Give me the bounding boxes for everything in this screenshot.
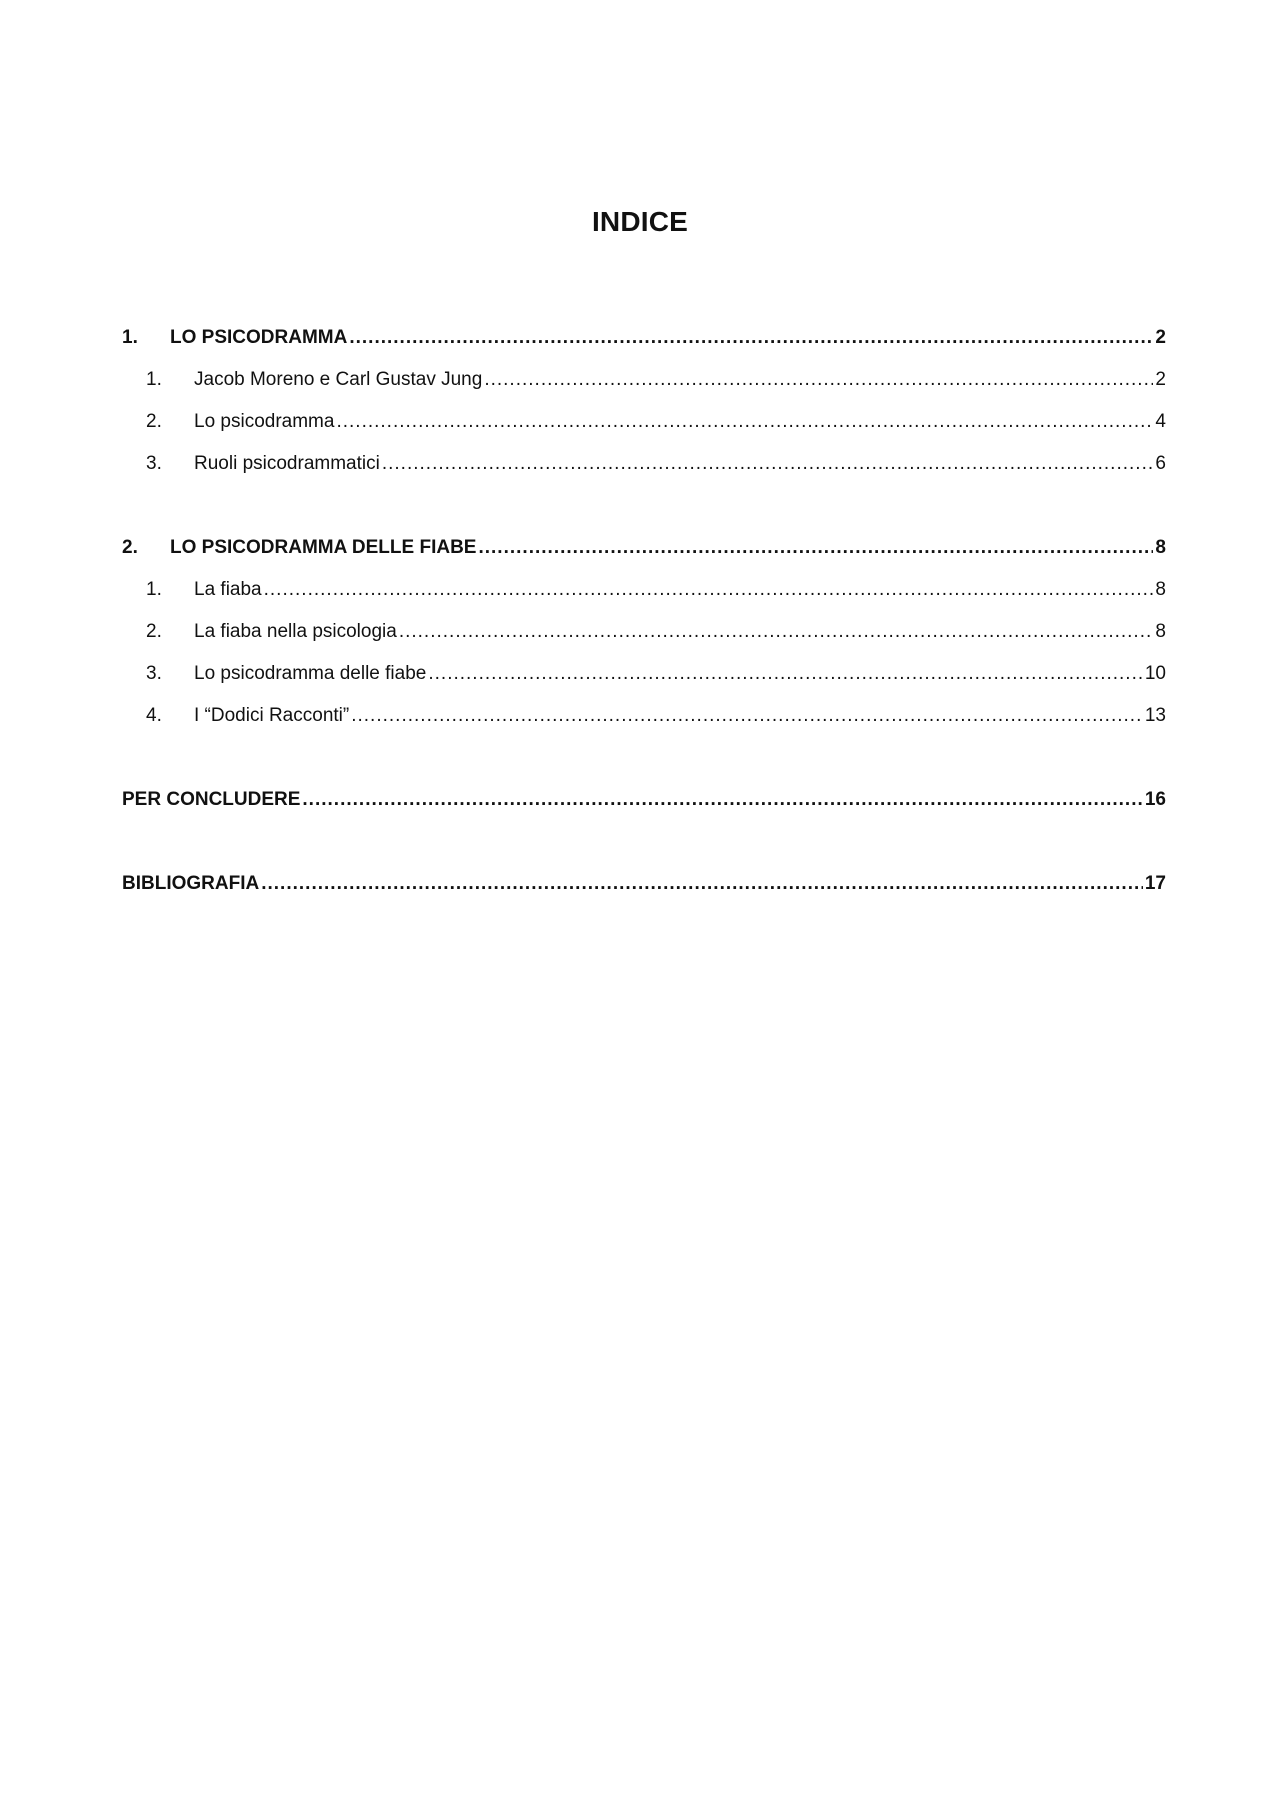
toc-entry-label: PER CONCLUDERE <box>122 789 301 810</box>
toc-entry-page: 10 <box>1144 663 1166 684</box>
toc-entry-label: BIBLIOGRAFIA <box>122 873 260 894</box>
toc-entry-page: 6 <box>1155 453 1166 474</box>
toc-entry-page: 2 <box>1155 369 1166 390</box>
dot-leader <box>399 620 1154 644</box>
toc-entry-number: 1. <box>146 579 162 600</box>
toc-entry-label: LO PSICODRAMMA DELLE FIABE <box>170 537 477 558</box>
toc-entry-section-1-1[interactable] <box>122 364 1166 392</box>
toc-entry-page: 8 <box>1155 621 1166 642</box>
toc-entry-section-1-2[interactable] <box>122 406 1166 434</box>
toc-entry-number: 2. <box>122 537 138 558</box>
toc-entry-page: 4 <box>1155 411 1166 432</box>
toc-entry-label: Lo psicodramma delle fiabe <box>194 663 427 684</box>
toc-entry-section-1-3[interactable] <box>122 448 1166 476</box>
toc-entry-page: 13 <box>1144 705 1166 726</box>
toc-entry-label: La fiaba <box>194 579 262 600</box>
toc-entry-number: 3. <box>146 663 162 684</box>
toc-entry-number: 3. <box>146 453 162 474</box>
toc-entry-number: 2. <box>146 411 162 432</box>
dot-leader <box>478 536 1153 560</box>
dot-leader <box>428 662 1143 686</box>
dot-leader <box>261 872 1143 896</box>
dot-leader <box>349 326 1153 350</box>
toc-entry-label: Lo psicodramma <box>194 411 335 432</box>
toc-entry-number: 1. <box>146 369 162 390</box>
toc-entry-page: 8 <box>1155 579 1166 600</box>
toc-entry-page: 2 <box>1155 327 1166 348</box>
toc-entry-label: La fiaba nella psicologia <box>194 621 397 642</box>
toc-entry-conclusion[interactable] <box>122 784 1166 812</box>
toc-entry-bibliography[interactable] <box>122 868 1166 896</box>
toc-entry-section-2-2[interactable] <box>122 616 1166 644</box>
toc-entry-label: Jacob Moreno e Carl Gustav Jung <box>194 369 483 390</box>
dot-leader <box>302 788 1142 812</box>
toc-entry-page: 16 <box>1144 789 1166 810</box>
toc-entry-label: LO PSICODRAMMA <box>170 327 348 348</box>
toc-entry-section-2-1[interactable] <box>122 574 1166 602</box>
toc-entry-chapter-2[interactable] <box>122 532 1166 560</box>
dot-leader <box>382 452 1154 476</box>
toc-entry-page: 8 <box>1155 537 1166 558</box>
toc-entry-label: Ruoli psicodrammatici <box>194 453 380 474</box>
toc-entry-chapter-1[interactable] <box>122 322 1166 350</box>
dot-leader <box>351 704 1143 728</box>
dot-leader <box>336 410 1153 434</box>
toc-entry-page: 17 <box>1144 873 1166 894</box>
toc-entry-section-2-3[interactable] <box>122 658 1166 686</box>
toc-entry-number: 4. <box>146 705 162 726</box>
toc-entry-number: 2. <box>146 621 162 642</box>
toc-entry-number: 1. <box>122 327 138 348</box>
dot-leader <box>264 578 1154 602</box>
toc-entry-section-2-4[interactable] <box>122 700 1166 728</box>
dot-leader <box>484 368 1153 392</box>
page-title: INDICE <box>591 206 689 237</box>
toc-entry-label: I “Dodici Racconti” <box>194 705 350 726</box>
